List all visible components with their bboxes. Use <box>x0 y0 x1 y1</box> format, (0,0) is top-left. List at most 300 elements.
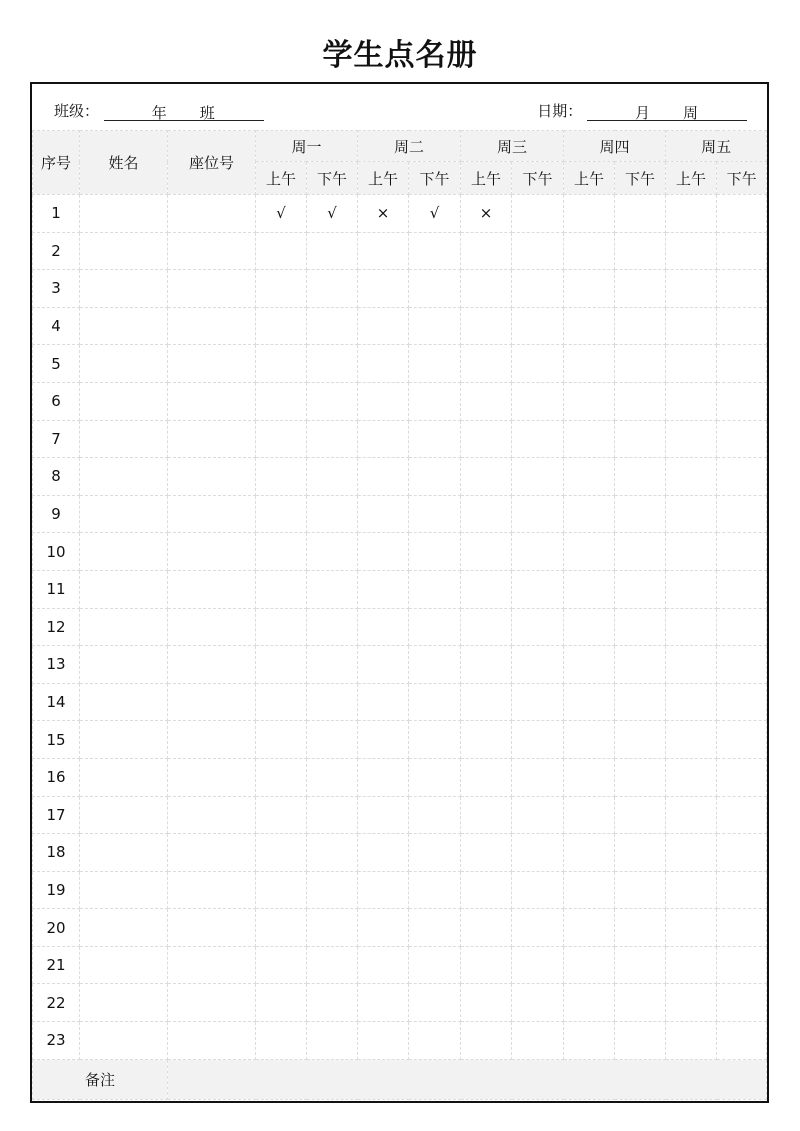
attendance-cell[interactable] <box>666 608 717 646</box>
attendance-cell[interactable] <box>717 232 767 270</box>
attendance-cell[interactable] <box>564 533 615 571</box>
seat-cell[interactable] <box>168 345 256 383</box>
attendance-cell[interactable] <box>666 420 717 458</box>
attendance-cell[interactable] <box>409 495 461 533</box>
attendance-cell[interactable] <box>666 345 717 383</box>
attendance-cell[interactable] <box>358 946 409 984</box>
attendance-cell[interactable] <box>666 458 717 496</box>
attendance-cell[interactable] <box>512 232 564 270</box>
attendance-cell[interactable] <box>461 984 512 1022</box>
attendance-cell[interactable] <box>358 984 409 1022</box>
attendance-cell[interactable] <box>461 382 512 420</box>
attendance-cell[interactable] <box>615 307 666 345</box>
attendance-cell[interactable] <box>307 458 358 496</box>
seat-cell[interactable] <box>168 570 256 608</box>
attendance-cell[interactable] <box>256 984 307 1022</box>
attendance-cell[interactable] <box>307 420 358 458</box>
attendance-cell[interactable] <box>307 683 358 721</box>
attendance-cell[interactable] <box>256 307 307 345</box>
attendance-cell[interactable] <box>358 382 409 420</box>
attendance-cell[interactable] <box>358 796 409 834</box>
attendance-cell[interactable] <box>461 345 512 383</box>
name-cell[interactable] <box>80 758 168 796</box>
name-cell[interactable] <box>80 232 168 270</box>
attendance-cell[interactable] <box>615 758 666 796</box>
attendance-cell[interactable] <box>512 195 564 233</box>
attendance-cell[interactable] <box>615 570 666 608</box>
attendance-cell[interactable] <box>461 570 512 608</box>
attendance-cell[interactable] <box>461 270 512 308</box>
attendance-cell[interactable] <box>717 834 767 872</box>
attendance-cell[interactable] <box>307 345 358 383</box>
attendance-cell[interactable] <box>358 270 409 308</box>
attendance-cell[interactable] <box>615 683 666 721</box>
attendance-cell[interactable] <box>512 495 564 533</box>
attendance-cell[interactable] <box>564 570 615 608</box>
attendance-cell[interactable] <box>564 608 615 646</box>
attendance-cell[interactable] <box>717 195 767 233</box>
attendance-cell[interactable] <box>461 721 512 759</box>
attendance-cell[interactable] <box>358 232 409 270</box>
attendance-cell[interactable] <box>307 796 358 834</box>
attendance-cell[interactable] <box>666 984 717 1022</box>
name-cell[interactable] <box>80 721 168 759</box>
attendance-cell[interactable] <box>512 984 564 1022</box>
attendance-cell[interactable] <box>461 683 512 721</box>
attendance-cell[interactable] <box>307 909 358 947</box>
attendance-cell[interactable] <box>564 495 615 533</box>
name-cell[interactable] <box>80 1022 168 1060</box>
attendance-cell[interactable] <box>307 495 358 533</box>
attendance-cell[interactable] <box>256 495 307 533</box>
attendance-cell[interactable] <box>256 946 307 984</box>
seat-cell[interactable] <box>168 871 256 909</box>
attendance-cell[interactable]: × <box>461 195 512 233</box>
attendance-cell[interactable] <box>358 307 409 345</box>
table-row <box>33 232 767 270</box>
header-pm: 下午 <box>717 162 767 195</box>
attendance-cell[interactable] <box>512 758 564 796</box>
attendance-cell[interactable] <box>666 683 717 721</box>
class-field[interactable] <box>104 103 264 121</box>
name-cell[interactable] <box>80 608 168 646</box>
attendance-cell[interactable] <box>409 420 461 458</box>
attendance-cell[interactable] <box>461 758 512 796</box>
attendance-cell[interactable] <box>717 533 767 571</box>
attendance-cell[interactable] <box>461 796 512 834</box>
attendance-cell[interactable] <box>564 683 615 721</box>
table-row <box>33 796 767 834</box>
attendance-cell[interactable] <box>358 871 409 909</box>
date-label: 日期： <box>537 102 583 120</box>
attendance-cell[interactable] <box>256 683 307 721</box>
attendance-cell[interactable] <box>717 721 767 759</box>
attendance-cell[interactable] <box>461 909 512 947</box>
seat-cell[interactable] <box>168 683 256 721</box>
attendance-cell[interactable] <box>615 646 666 684</box>
attendance-cell[interactable] <box>717 270 767 308</box>
attendance-cell[interactable] <box>461 232 512 270</box>
attendance-cell[interactable] <box>717 683 767 721</box>
attendance-cell[interactable] <box>307 307 358 345</box>
attendance-cell[interactable] <box>358 909 409 947</box>
attendance-cell[interactable] <box>512 1022 564 1060</box>
attendance-cell[interactable] <box>358 495 409 533</box>
attendance-cell[interactable] <box>564 420 615 458</box>
attendance-cell[interactable] <box>358 683 409 721</box>
attendance-cell[interactable] <box>512 683 564 721</box>
attendance-cell[interactable] <box>564 796 615 834</box>
attendance-cell[interactable] <box>615 345 666 383</box>
name-cell[interactable] <box>80 834 168 872</box>
name-cell[interactable] <box>80 345 168 383</box>
attendance-cell[interactable] <box>256 382 307 420</box>
attendance-cell[interactable] <box>409 232 461 270</box>
attendance-cell[interactable] <box>461 307 512 345</box>
remark-cell[interactable] <box>168 1059 767 1099</box>
seat-cell[interactable] <box>168 834 256 872</box>
attendance-cell[interactable] <box>666 758 717 796</box>
seat-cell[interactable] <box>168 796 256 834</box>
attendance-cell[interactable]: √ <box>409 195 461 233</box>
attendance-cell[interactable] <box>307 984 358 1022</box>
attendance-cell[interactable] <box>615 946 666 984</box>
attendance-cell[interactable] <box>615 382 666 420</box>
attendance-cell[interactable] <box>666 909 717 947</box>
attendance-cell[interactable] <box>564 232 615 270</box>
attendance-cell[interactable] <box>666 195 717 233</box>
attendance-cell[interactable] <box>717 382 767 420</box>
attendance-cell[interactable] <box>615 608 666 646</box>
attendance-cell[interactable] <box>717 608 767 646</box>
seat-cell[interactable] <box>168 270 256 308</box>
attendance-cell[interactable] <box>461 834 512 872</box>
attendance-cell[interactable] <box>512 608 564 646</box>
attendance-cell[interactable] <box>358 608 409 646</box>
attendance-cell[interactable] <box>615 495 666 533</box>
attendance-cell[interactable] <box>307 570 358 608</box>
attendance-cell[interactable] <box>512 270 564 308</box>
attendance-cell[interactable] <box>461 533 512 571</box>
table-row <box>33 646 767 684</box>
attendance-cell[interactable] <box>564 345 615 383</box>
attendance-cell[interactable]: √ <box>307 195 358 233</box>
attendance-cell[interactable] <box>512 307 564 345</box>
attendance-cell[interactable] <box>256 608 307 646</box>
attendance-cell[interactable] <box>256 533 307 571</box>
attendance-cell[interactable] <box>461 458 512 496</box>
seat-cell[interactable] <box>168 909 256 947</box>
attendance-cell[interactable] <box>564 758 615 796</box>
attendance-cell[interactable] <box>615 458 666 496</box>
attendance-cell[interactable] <box>717 646 767 684</box>
attendance-cell[interactable] <box>564 721 615 759</box>
name-cell[interactable] <box>80 646 168 684</box>
attendance-cell[interactable] <box>409 984 461 1022</box>
attendance-cell[interactable] <box>256 345 307 383</box>
attendance-cell[interactable] <box>358 721 409 759</box>
attendance-cell[interactable] <box>512 946 564 984</box>
attendance-cell[interactable] <box>256 871 307 909</box>
attendance-cell[interactable] <box>461 495 512 533</box>
name-cell[interactable] <box>80 984 168 1022</box>
seat-cell[interactable] <box>168 608 256 646</box>
row-seq: 14 <box>33 683 80 721</box>
attendance-cell[interactable] <box>358 834 409 872</box>
attendance-cell[interactable] <box>666 307 717 345</box>
attendance-cell[interactable] <box>358 420 409 458</box>
attendance-cell[interactable] <box>461 608 512 646</box>
month-word: 月 <box>635 104 651 122</box>
attendance-cell[interactable] <box>615 834 666 872</box>
attendance-cell[interactable] <box>512 909 564 947</box>
name-cell[interactable] <box>80 195 168 233</box>
row-seq: 15 <box>33 721 80 759</box>
attendance-cell[interactable] <box>717 984 767 1022</box>
attendance-cell[interactable] <box>666 946 717 984</box>
attendance-cell[interactable] <box>307 721 358 759</box>
attendance-cell[interactable] <box>307 1022 358 1060</box>
name-cell[interactable] <box>80 495 168 533</box>
attendance-cell[interactable] <box>256 834 307 872</box>
attendance-cell[interactable] <box>564 195 615 233</box>
seat-cell[interactable] <box>168 382 256 420</box>
attendance-cell[interactable] <box>615 871 666 909</box>
attendance-cell[interactable] <box>307 382 358 420</box>
attendance-cell[interactable] <box>461 1022 512 1060</box>
attendance-cell[interactable] <box>717 570 767 608</box>
attendance-cell[interactable] <box>409 307 461 345</box>
attendance-cell[interactable] <box>307 758 358 796</box>
attendance-cell[interactable] <box>717 871 767 909</box>
attendance-cell[interactable] <box>358 570 409 608</box>
attendance-cell[interactable] <box>307 646 358 684</box>
attendance-cell[interactable] <box>564 984 615 1022</box>
table-row <box>33 495 767 533</box>
attendance-cell[interactable] <box>307 946 358 984</box>
attendance-cell[interactable] <box>512 570 564 608</box>
attendance-cell[interactable] <box>564 458 615 496</box>
attendance-cell[interactable] <box>666 646 717 684</box>
name-cell[interactable] <box>80 420 168 458</box>
attendance-cell[interactable] <box>409 834 461 872</box>
attendance-cell[interactable] <box>666 721 717 759</box>
attendance-cell[interactable] <box>461 646 512 684</box>
attendance-cell[interactable] <box>564 909 615 947</box>
attendance-cell[interactable] <box>256 721 307 759</box>
attendance-cell[interactable] <box>666 533 717 571</box>
attendance-cell[interactable] <box>666 232 717 270</box>
attendance-cell[interactable] <box>615 270 666 308</box>
attendance-cell[interactable] <box>256 646 307 684</box>
attendance-cell[interactable] <box>666 796 717 834</box>
attendance-cell[interactable] <box>461 871 512 909</box>
attendance-cell[interactable] <box>512 834 564 872</box>
attendance-cell[interactable] <box>564 382 615 420</box>
attendance-cell[interactable] <box>358 533 409 571</box>
attendance-cell[interactable] <box>615 984 666 1022</box>
attendance-cell[interactable] <box>256 796 307 834</box>
attendance-cell[interactable] <box>564 946 615 984</box>
seat-cell[interactable] <box>168 307 256 345</box>
attendance-cell[interactable] <box>564 1022 615 1060</box>
header-pm: 下午 <box>615 162 666 195</box>
attendance-cell[interactable] <box>409 270 461 308</box>
attendance-cell[interactable] <box>307 232 358 270</box>
attendance-cell[interactable] <box>409 533 461 571</box>
attendance-cell[interactable] <box>256 270 307 308</box>
seat-cell[interactable] <box>168 946 256 984</box>
attendance-cell[interactable] <box>512 420 564 458</box>
attendance-cell[interactable] <box>666 382 717 420</box>
attendance-cell[interactable] <box>717 307 767 345</box>
attendance-cell[interactable] <box>615 533 666 571</box>
remark-row <box>33 1059 767 1099</box>
attendance-cell[interactable] <box>615 195 666 233</box>
attendance-cell[interactable] <box>564 307 615 345</box>
seat-cell[interactable] <box>168 195 256 233</box>
seat-cell[interactable] <box>168 420 256 458</box>
attendance-cell[interactable] <box>256 909 307 947</box>
attendance-cell[interactable] <box>307 608 358 646</box>
name-cell[interactable] <box>80 458 168 496</box>
attendance-cell[interactable] <box>307 871 358 909</box>
attendance-cell[interactable] <box>564 646 615 684</box>
attendance-cell[interactable] <box>512 345 564 383</box>
attendance-cell[interactable] <box>409 646 461 684</box>
attendance-cell[interactable] <box>409 871 461 909</box>
name-cell[interactable] <box>80 270 168 308</box>
seat-cell[interactable] <box>168 458 256 496</box>
attendance-cell[interactable] <box>358 646 409 684</box>
row-seq: 17 <box>33 796 80 834</box>
attendance-cell[interactable] <box>409 946 461 984</box>
seat-cell[interactable] <box>168 495 256 533</box>
attendance-cell[interactable] <box>256 1022 307 1060</box>
attendance-cell[interactable] <box>666 570 717 608</box>
attendance-cell[interactable] <box>409 1022 461 1060</box>
attendance-cell[interactable] <box>409 909 461 947</box>
attendance-cell[interactable] <box>358 345 409 383</box>
attendance-cell[interactable] <box>717 458 767 496</box>
attendance-cell[interactable] <box>512 458 564 496</box>
date-field[interactable] <box>587 103 747 121</box>
attendance-cell[interactable] <box>666 834 717 872</box>
attendance-cell[interactable] <box>409 382 461 420</box>
attendance-cell[interactable] <box>564 834 615 872</box>
attendance-cell[interactable] <box>409 458 461 496</box>
attendance-cell[interactable] <box>512 721 564 759</box>
row-seq: 1 <box>33 195 80 233</box>
attendance-cell[interactable] <box>256 758 307 796</box>
attendance-cell[interactable] <box>564 270 615 308</box>
attendance-cell[interactable] <box>717 345 767 383</box>
attendance-cell[interactable] <box>615 232 666 270</box>
attendance-cell[interactable] <box>358 458 409 496</box>
attendance-cell[interactable] <box>717 1022 767 1060</box>
table-row <box>33 1022 767 1060</box>
attendance-cell[interactable] <box>256 570 307 608</box>
seat-cell[interactable] <box>168 721 256 759</box>
name-cell[interactable] <box>80 382 168 420</box>
attendance-cell[interactable] <box>409 345 461 383</box>
name-cell[interactable] <box>80 909 168 947</box>
name-cell[interactable] <box>80 683 168 721</box>
table-row <box>33 946 767 984</box>
attendance-cell[interactable] <box>615 796 666 834</box>
attendance-cell[interactable] <box>512 533 564 571</box>
table-row <box>33 195 767 233</box>
attendance-cell[interactable] <box>717 909 767 947</box>
attendance-cell[interactable] <box>461 420 512 458</box>
header-day-mon: 周一 <box>256 131 358 162</box>
attendance-cell[interactable] <box>666 1022 717 1060</box>
attendance-cell[interactable] <box>615 1022 666 1060</box>
attendance-cell[interactable] <box>256 458 307 496</box>
seat-cell[interactable] <box>168 1022 256 1060</box>
name-cell[interactable] <box>80 307 168 345</box>
attendance-cell[interactable] <box>307 270 358 308</box>
seat-cell[interactable] <box>168 232 256 270</box>
row-seq: 22 <box>33 984 80 1022</box>
seat-cell[interactable] <box>168 646 256 684</box>
attendance-cell[interactable] <box>615 420 666 458</box>
name-cell[interactable] <box>80 871 168 909</box>
attendance-cell[interactable]: × <box>358 195 409 233</box>
attendance-cell[interactable] <box>717 796 767 834</box>
attendance-cell[interactable] <box>717 946 767 984</box>
attendance-cell[interactable] <box>512 382 564 420</box>
row-seq: 16 <box>33 758 80 796</box>
attendance-cell[interactable] <box>512 646 564 684</box>
attendance-cell[interactable] <box>409 608 461 646</box>
attendance-cell[interactable] <box>409 796 461 834</box>
attendance-cell[interactable] <box>409 758 461 796</box>
attendance-cell[interactable] <box>717 420 767 458</box>
name-cell[interactable] <box>80 946 168 984</box>
attendance-cell[interactable] <box>564 871 615 909</box>
attendance-cell[interactable] <box>307 834 358 872</box>
name-cell[interactable] <box>80 796 168 834</box>
attendance-cell[interactable] <box>358 1022 409 1060</box>
attendance-cell[interactable] <box>256 232 307 270</box>
name-cell[interactable] <box>80 533 168 571</box>
attendance-cell[interactable] <box>358 758 409 796</box>
attendance-cell[interactable] <box>409 721 461 759</box>
table-row <box>33 871 767 909</box>
attendance-cell[interactable] <box>615 721 666 759</box>
seat-cell[interactable] <box>168 758 256 796</box>
attendance-cell[interactable] <box>615 909 666 947</box>
attendance-cell[interactable] <box>512 796 564 834</box>
attendance-cell[interactable] <box>717 758 767 796</box>
attendance-cell[interactable] <box>409 683 461 721</box>
attendance-cell[interactable] <box>717 495 767 533</box>
attendance-cell[interactable] <box>461 946 512 984</box>
attendance-cell[interactable] <box>666 871 717 909</box>
attendance-cell[interactable] <box>307 533 358 571</box>
attendance-cell[interactable] <box>256 420 307 458</box>
attendance-cell[interactable] <box>666 270 717 308</box>
attendance-cell[interactable]: √ <box>256 195 307 233</box>
name-cell[interactable] <box>80 570 168 608</box>
attendance-cell[interactable] <box>409 570 461 608</box>
attendance-cell[interactable] <box>512 871 564 909</box>
table-row <box>33 307 767 345</box>
attendance-cell[interactable] <box>666 495 717 533</box>
seat-cell[interactable] <box>168 533 256 571</box>
seat-cell[interactable] <box>168 984 256 1022</box>
